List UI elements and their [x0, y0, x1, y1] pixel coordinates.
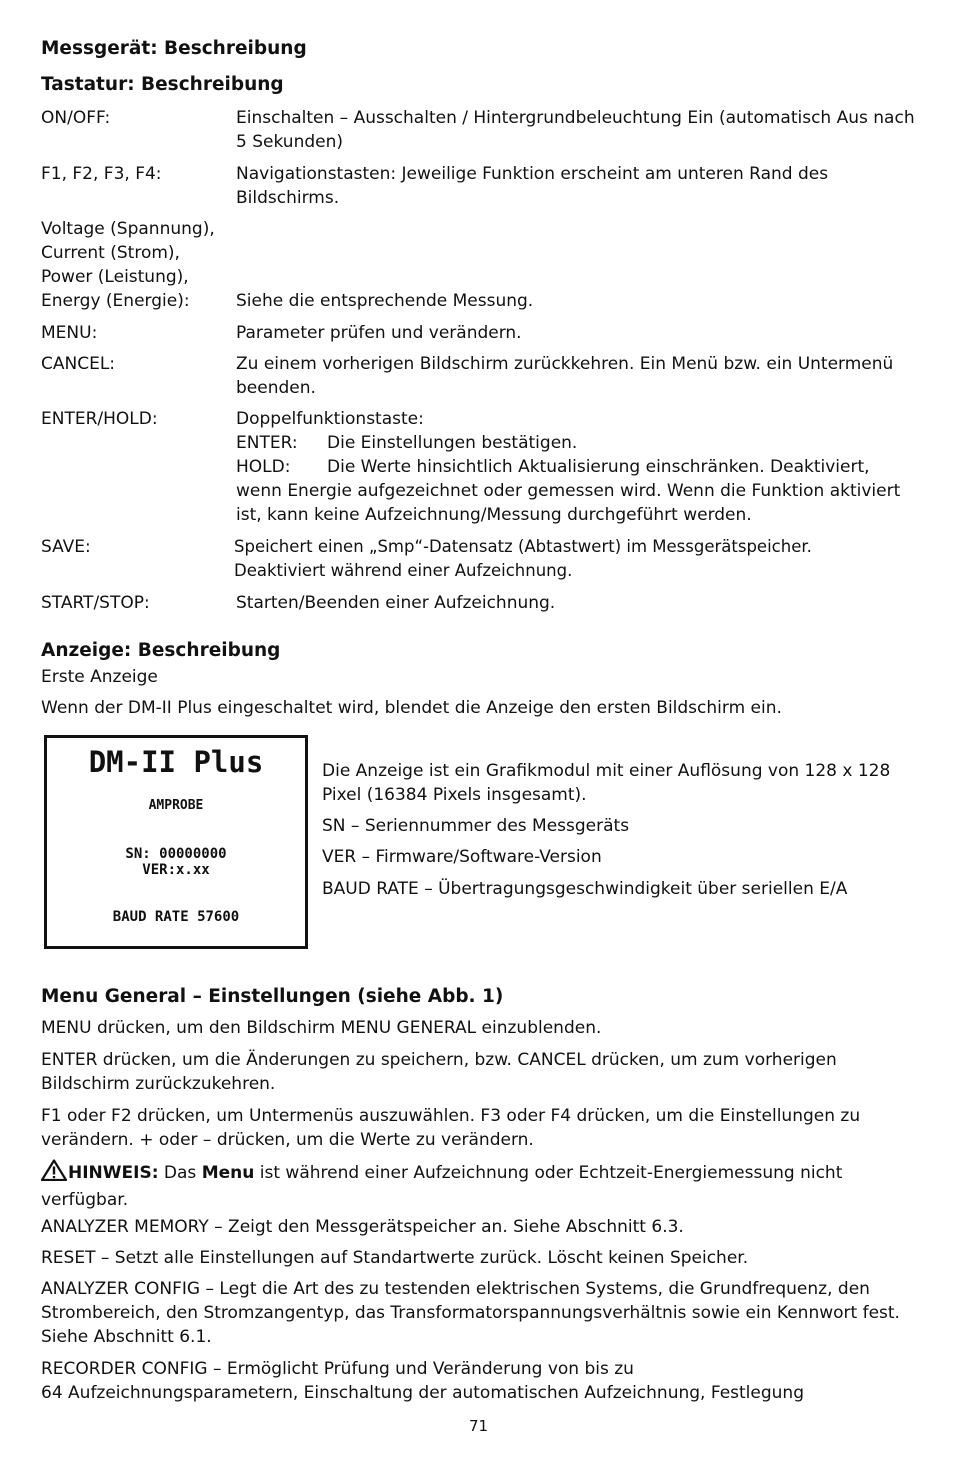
menu-paragraph: RESET – Setzt alle Einstellungen auf Standartwerte zurück. Löscht keinen Speicher.: [41, 1248, 749, 1268]
menu-paragraph: ANALYZER CONFIG – Legt die Art des zu testenden elektrischen Systems, die Grundfrequenz, den Strombereich, den Stromzangentyp, das Transformatorspannungsverhältnis sowie ein Kennwort fest. Siehe Abschnitt 6.1.: [41, 1279, 900, 1347]
menu-paragraph: MENU drücken, um den Bildschirm MENU GENERAL einzublenden.: [41, 1018, 602, 1038]
warning-triangle-icon: [41, 1159, 67, 1188]
key-def-save: [41, 535, 916, 583]
lcd-screen-image: [44, 735, 308, 949]
heading-device: Messgerät: Beschreibung: [41, 38, 307, 59]
key-def-start-stop: [41, 591, 916, 615]
lcd-baud-rate: BAUD RATE 57600: [112, 909, 240, 925]
key-def-enter-hold: [41, 407, 916, 527]
key-def-function-keys: [41, 162, 916, 210]
warning-text-post: ist während einer Aufzeichnung oder Echtzeit-Energiemessung nicht verfügbar.: [41, 1163, 843, 1210]
key-desc-block: [236, 407, 916, 527]
menu-paragraph-line: 64 Aufzeichnungsparametern, Einschaltung der automatischen Aufzeichnung, Festlegung: [41, 1383, 804, 1403]
sub-term: HOLD:: [236, 457, 291, 477]
display-note-baud: BAUD RATE – Übertragungsgeschwindigkeit über seriellen E/A: [322, 879, 848, 899]
key-term: MENU:: [41, 323, 98, 343]
display-note-ver: VER – Firmware/Software-Version: [322, 847, 602, 867]
sub-desc: Die Werte hinsichtlich Aktualisierung einschränken. Deaktiviert, wenn Energie aufgezeichnet oder gemessen wird. Wenn die Funktion aktiviert ist, kann keine Aufzeichnung/Messung durchgeführt werden.: [236, 457, 901, 525]
key-term: CANCEL:: [41, 354, 116, 374]
menu-paragraph: ENTER drücken, um die Änderungen zu speichern, bzw. CANCEL drücken, um zum vorherigen Bildschirm zurückzukehren.: [41, 1050, 837, 1094]
warning-text-bold: Menu: [201, 1163, 255, 1183]
display-note-sn: SN – Seriennummer des Messgeräts: [322, 816, 630, 836]
key-term: ON/OFF:: [41, 108, 111, 128]
warning-label: HINWEIS:: [68, 1163, 159, 1183]
sub-def-enter: [236, 431, 916, 455]
display-subheading: Erste Anzeige: [41, 667, 158, 687]
display-note-resolution: Die Anzeige ist ein Grafikmodul mit einer Auflösung von 128 x 128 Pixel (16384 Pixels insgesamt).: [322, 761, 891, 805]
key-def-cancel: [41, 352, 916, 400]
menu-paragraph: F1 oder F2 drücken, um Untermenüs auszuwählen. F3 oder F4 drücken, um die Einstellungen zu verändern. + oder – drücken, um die Werte zu verändern.: [41, 1106, 861, 1150]
heading-display: Anzeige: Beschreibung: [41, 640, 281, 661]
key-desc: Navigationstasten: Jeweilige Funktion erscheint am unteren Rand des Bildschirms.: [236, 164, 829, 208]
warning-note: [41, 1159, 916, 1212]
lcd-brand: AMPROBE: [148, 798, 204, 813]
key-def-measurements: [41, 217, 916, 313]
key-term: SAVE:: [41, 537, 91, 557]
key-def-menu: [41, 321, 916, 345]
heading-keyboard: Tastatur: Beschreibung: [41, 74, 284, 95]
lcd-version: VER:x.xx: [142, 862, 210, 878]
key-def-onoff: [41, 106, 916, 154]
key-desc: Parameter prüfen und verändern.: [236, 323, 522, 343]
lcd-serial-number: SN: 00000000: [125, 846, 227, 862]
key-desc: Zu einem vorherigen Bildschirm zurückkehren. Ein Menü bzw. ein Untermenü beenden.: [236, 354, 894, 398]
lcd-model: DM-II Plus: [88, 745, 264, 779]
key-desc: Siehe die entsprechende Messung.: [236, 291, 534, 311]
key-desc: Doppelfunktionstaste:: [236, 409, 424, 429]
menu-paragraph: [41, 1357, 916, 1405]
key-term: F1, F2, F3, F4:: [41, 164, 162, 184]
heading-menu-general: Menu General – Einstellungen (siehe Abb. 1): [41, 986, 504, 1007]
key-desc: Einschalten – Ausschalten / Hintergrundbeleuchtung Ein (automatisch Aus nach 5 Sekunden): [236, 108, 915, 152]
menu-paragraph: ANALYZER MEMORY – Zeigt den Messgerätspeicher an. Siehe Abschnitt 6.3.: [41, 1217, 684, 1237]
page-number: 71: [468, 1417, 489, 1435]
key-desc: Speichert einen „Smp“-Datensatz (Abtastwert) im Messgerätspeicher. Deaktiviert während einer Aufzeichnung.: [234, 537, 812, 580]
menu-paragraph-line: RECORDER CONFIG – Ermöglicht Prüfung und Veränderung von bis zu: [41, 1359, 634, 1379]
key-term: START/STOP:: [41, 593, 150, 613]
key-term: Voltage (Spannung), Current (Strom), Power (Leistung), Energy (Energie):: [41, 219, 215, 311]
warning-text-pre: Das: [163, 1163, 197, 1183]
sub-desc: Die Einstellungen bestätigen.: [327, 433, 578, 453]
key-desc: Starten/Beenden einer Aufzeichnung.: [236, 593, 556, 613]
sub-term: ENTER:: [236, 433, 298, 453]
key-term: ENTER/HOLD:: [41, 409, 158, 429]
sub-def-hold: [236, 455, 916, 527]
display-intro: Wenn der DM-II Plus eingeschaltet wird, blendet die Anzeige den ersten Bildschirm ein.: [41, 698, 782, 718]
